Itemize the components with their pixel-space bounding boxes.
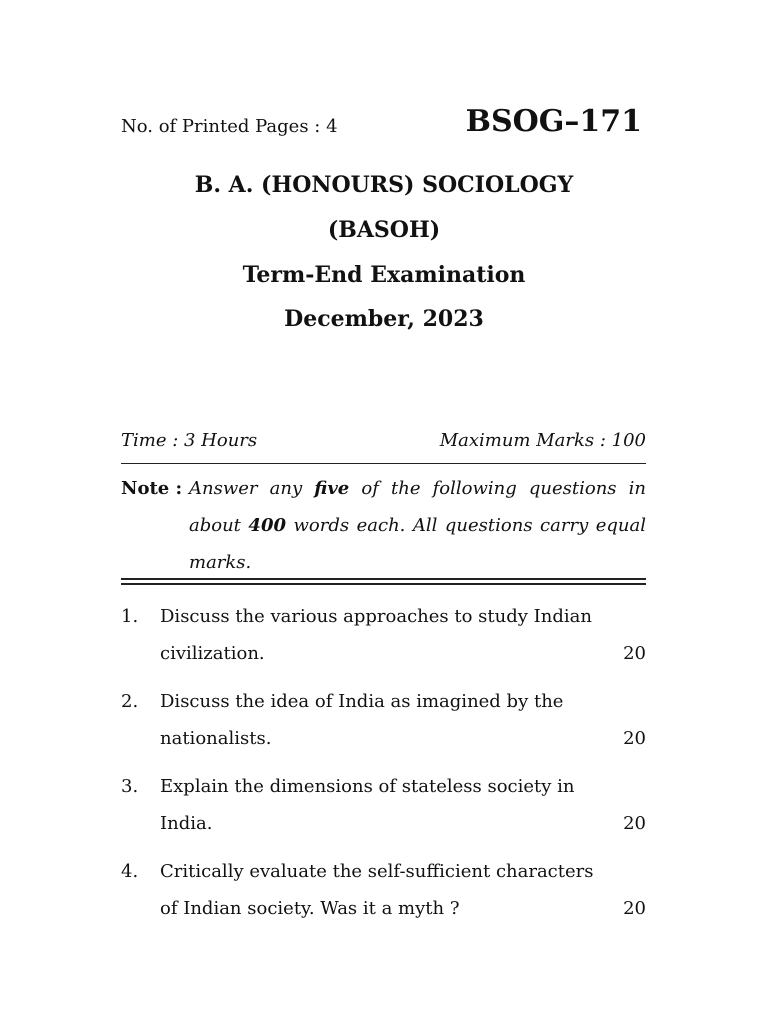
question-marks: 20 xyxy=(623,813,646,834)
note-emphasis: 400 xyxy=(248,515,286,536)
question-number: 2. xyxy=(121,691,139,712)
double-divider-top xyxy=(121,578,646,580)
question-text xyxy=(160,683,646,757)
question-line: Critically evaluate the self-sufficient characters xyxy=(160,861,594,882)
questions-list xyxy=(121,598,646,938)
question-number: 4. xyxy=(121,861,139,882)
question-line-with-marks xyxy=(160,890,646,927)
question-text xyxy=(160,598,646,672)
header-row xyxy=(121,104,646,148)
question-item xyxy=(121,598,646,672)
note-emphasis: five xyxy=(314,478,350,499)
question-number: 3. xyxy=(121,776,139,797)
maximum-marks: Maximum Marks : 100 xyxy=(439,430,646,451)
question-line-with-marks xyxy=(160,805,646,842)
note-text-part: Answer any xyxy=(189,478,315,499)
question-item xyxy=(121,683,646,757)
question-line: Discuss the various approaches to study Indian xyxy=(160,606,592,627)
question-number: 1. xyxy=(121,606,139,627)
question-line: civilization. xyxy=(160,643,265,664)
question-item xyxy=(121,853,646,927)
double-divider-bottom xyxy=(121,583,646,585)
note-label: Note : xyxy=(121,478,183,499)
paper-code: BSOG–171 xyxy=(465,104,642,139)
question-line-with-marks xyxy=(160,635,646,672)
question-line: of Indian society. Was it a myth ? xyxy=(160,898,460,919)
printed-pages-count: No. of Printed Pages : 4 xyxy=(121,116,338,137)
exam-session: December, 2023 xyxy=(284,306,484,332)
question-text xyxy=(160,853,646,927)
question-line: nationalists. xyxy=(160,728,272,749)
question-marks: 20 xyxy=(623,898,646,919)
note-text-part: words each. All questions carry equal marks. xyxy=(189,515,646,573)
exam-title: Term-End Examination xyxy=(242,262,526,288)
programme-title: B. A. (HONOURS) SOCIOLOGY xyxy=(194,172,574,198)
divider xyxy=(121,463,646,464)
programme-abbreviation: (BASOH) xyxy=(327,217,441,243)
question-text xyxy=(160,768,646,842)
note-text xyxy=(189,470,646,581)
question-line-with-marks xyxy=(160,720,646,757)
time-allowed: Time : 3 Hours xyxy=(121,430,258,451)
question-item xyxy=(121,768,646,842)
note-text-part: of the following questions in about xyxy=(189,478,646,536)
question-marks: 20 xyxy=(623,643,646,664)
question-line: Explain the dimensions of stateless society in xyxy=(160,776,575,797)
question-line: Discuss the idea of India as imagined by the xyxy=(160,691,564,712)
question-line: India. xyxy=(160,813,213,834)
question-marks: 20 xyxy=(623,728,646,749)
